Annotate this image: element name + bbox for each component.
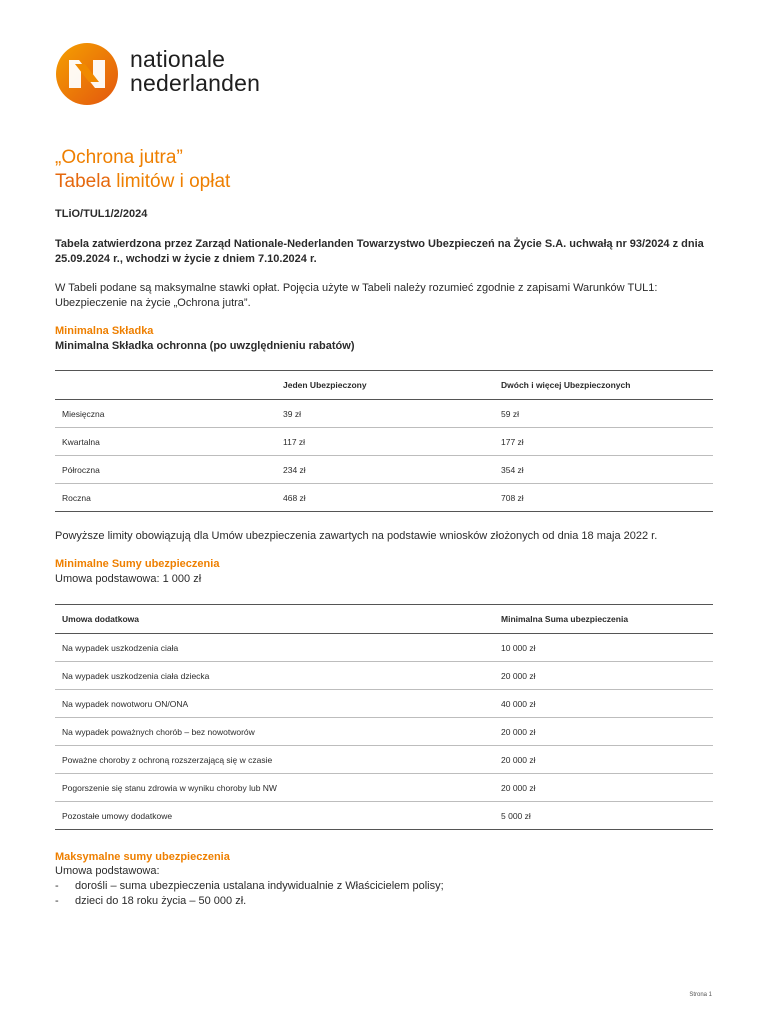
intro-text: W Tabeli podane są maksymalne stawki opłat. Pojęcia użyte w Tabeli należy rozumieć zgodnie z zapisami Warunków TUL1: Ubezpieczenie na życie „Ochrona jutra”.	[55, 282, 658, 309]
min-sum-table	[55, 604, 713, 830]
table-cell: 20 000 zł	[494, 662, 713, 690]
table-cell: 117 zł	[276, 428, 494, 456]
approval-text: Tabela zatwierdzona przez Zarząd Nationale-Nederlanden Towarzystwo Ubezpieczeń na Życie S.A. uchwałą nr 93/2024 z dnia 25.09.2024 r., wchodzi w życie z dniem 7.10.2024 r.	[55, 238, 704, 265]
table-cell: 177 zł	[494, 428, 713, 456]
table-row	[55, 774, 713, 802]
brand-line2: nederlanden	[130, 70, 261, 96]
title-line2	[55, 170, 230, 194]
table-cell: 59 zł	[494, 400, 713, 428]
table-header-row	[55, 605, 713, 634]
table-row	[55, 428, 713, 456]
table-header-cell	[55, 371, 276, 400]
table-row	[55, 634, 713, 662]
table-cell: 234 zł	[276, 456, 494, 484]
page-number: Strona 1	[689, 992, 712, 998]
section2-heading: Minimalne Sumy ubezpieczenia	[55, 558, 220, 570]
section3-basic: Umowa podstawowa:	[55, 865, 160, 877]
table-cell: Półroczna	[55, 456, 276, 484]
section3-heading: Maksymalne sumy ubezpieczenia	[55, 851, 230, 863]
section1-note: Powyższe limity obowiązują dla Umów ubezpieczenia zawartych na podstawie wniosków złożonych od dnia 18 maja 2022 r.	[55, 530, 658, 542]
title-line2-strong: Tabela	[55, 171, 111, 192]
table-cell: Na wypadek nowotworu ON/ONA	[55, 690, 494, 718]
title-line1: „Ochrona jutra”	[55, 147, 183, 168]
table-cell: Roczna	[55, 484, 276, 512]
table-row	[55, 456, 713, 484]
list-dash: -	[55, 895, 59, 907]
table-row	[55, 484, 713, 512]
section1-subheading: Minimalna Składka ochronna (po uwzględnieniu rabatów)	[55, 340, 355, 352]
table-cell: Na wypadek poważnych chorób – bez nowotworów	[55, 718, 494, 746]
table-cell: 708 zł	[494, 484, 713, 512]
table-row	[55, 718, 713, 746]
min-premium-table	[55, 370, 713, 512]
table-cell: Miesięczna	[55, 400, 276, 428]
table-cell: 10 000 zł	[494, 634, 713, 662]
table-cell: 40 000 zł	[494, 690, 713, 718]
table-cell: 5 000 zł	[494, 802, 713, 830]
table-cell: Na wypadek uszkodzenia ciała	[55, 634, 494, 662]
table-cell: 354 zł	[494, 456, 713, 484]
table-cell: 39 zł	[276, 400, 494, 428]
table-cell: Na wypadek uszkodzenia ciała dziecka	[55, 662, 494, 690]
table-cell: 20 000 zł	[494, 746, 713, 774]
table-header-cell: Umowa dodatkowa	[55, 605, 494, 634]
brand-logo	[55, 42, 285, 106]
table-cell: Pogorszenie się stanu zdrowia w wyniku choroby lub NW	[55, 774, 494, 802]
brand-wordmark	[130, 47, 260, 95]
table-cell: 20 000 zł	[494, 718, 713, 746]
document-title	[55, 146, 230, 194]
table-cell: Kwartalna	[55, 428, 276, 456]
table-header-cell: Minimalna Suma ubezpieczenia	[494, 605, 713, 634]
nn-logo-icon	[55, 42, 119, 106]
table-row	[55, 690, 713, 718]
table-row	[55, 802, 713, 830]
section1-heading: Minimalna Składka	[55, 325, 154, 337]
list-dash: -	[55, 880, 59, 892]
document-code: TLiO/TUL1/2/2024	[55, 208, 148, 220]
table-header-row	[55, 371, 713, 400]
table-cell: 468 zł	[276, 484, 494, 512]
title-line2-rest: limitów i opłat	[111, 171, 231, 192]
table-header-cell: Dwóch i więcej Ubezpieczonych	[494, 371, 713, 400]
section2-basic: Umowa podstawowa: 1 000 zł	[55, 573, 202, 585]
list-item-text: dorośli – suma ubezpieczenia ustalana indywidualnie z Właścicielem polisy;	[75, 880, 444, 892]
table-header-cell: Jeden Ubezpieczony	[276, 371, 494, 400]
brand-line1: nationale	[130, 46, 226, 72]
list-item-text: dzieci do 18 roku życia – 50 000 zł.	[75, 895, 247, 907]
table-cell: Poważne choroby z ochroną rozszerzającą się w czasie	[55, 746, 494, 774]
table-row	[55, 400, 713, 428]
table-cell: Pozostałe umowy dodatkowe	[55, 802, 494, 830]
table-row	[55, 662, 713, 690]
table-cell: 20 000 zł	[494, 774, 713, 802]
table-row	[55, 746, 713, 774]
